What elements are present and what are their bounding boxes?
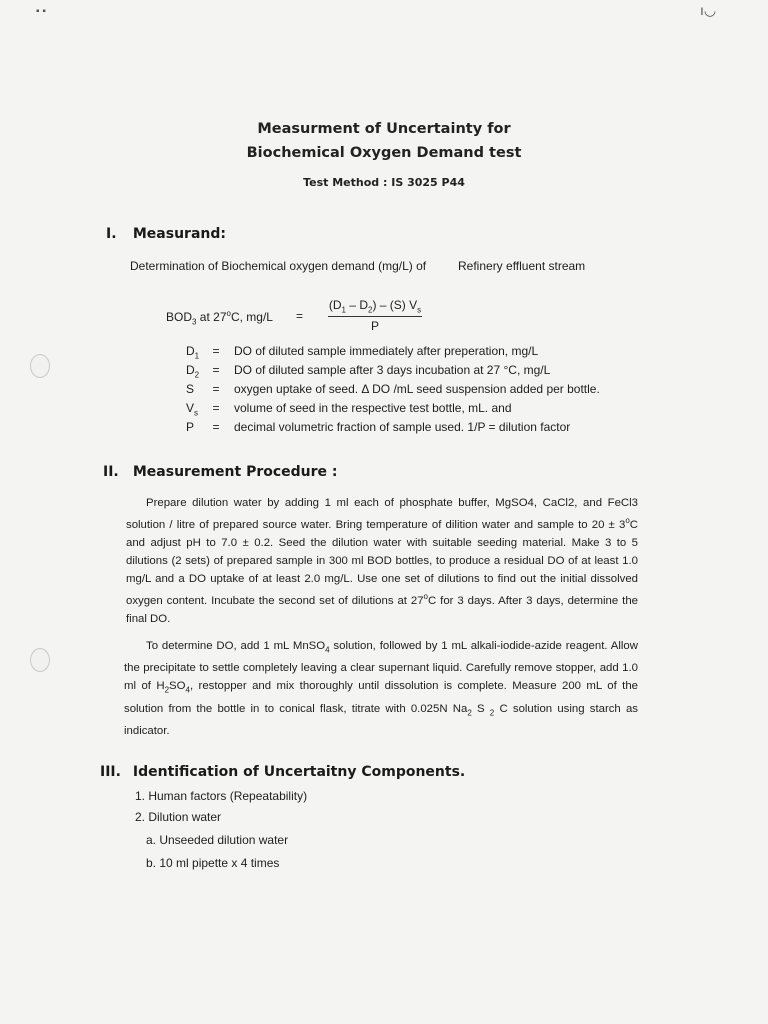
definition-row (186, 344, 626, 363)
formula-lhs (166, 309, 273, 326)
section-1-numeral: I. (106, 226, 117, 242)
punch-hole-top (30, 354, 50, 378)
p2-s4: 2 (467, 707, 472, 717)
component-subitem: b. 10 ml pipette x 4 times (146, 856, 280, 870)
def-sub: s (194, 408, 199, 418)
formula-lhs-b: at 27 (196, 310, 227, 324)
p2-s5: 2 (489, 707, 495, 717)
def-symbol (186, 420, 206, 439)
component-item: 1. Human factors (Repeatability) (135, 789, 308, 803)
test-method-value: IS 3025 P44 (391, 176, 465, 189)
formula-lhs-a: BOD (166, 310, 193, 324)
definition-list (186, 344, 626, 439)
def-text: oxygen uptake of seed. Δ DO /mL seed suspension added per bottle. (234, 382, 600, 396)
formula-numerator (328, 298, 422, 314)
p1-c: C for 3 days. After 3 days, determine the final DO. (126, 594, 638, 625)
component-subitem: a. Unseeded dilution water (146, 833, 289, 847)
fraction-bar (328, 316, 422, 317)
def-symbol (186, 344, 206, 363)
p2-d: , restopper and mix thoroughly until dissolution is complete. Measure 200 mL of the solution from the bottle in to conical flask, titrate with 0.025N Na (124, 680, 638, 715)
measurand-intro: Determination of Biochemical oxygen demand (mg/L) of (130, 259, 427, 273)
p2-s3: 4 (185, 685, 190, 695)
formula-lhs-sub: 3 (192, 317, 197, 327)
num-s1: 1 (341, 305, 346, 315)
test-method-label: Test Method : (303, 176, 388, 189)
definition-row (186, 420, 626, 439)
section-2-numeral: II. (103, 464, 119, 480)
def-symbol (186, 401, 206, 420)
p2-a: To determine DO, add 1 mL MnSO (146, 640, 326, 652)
scan-mark-left: ▪ ▪ (36, 6, 46, 17)
def-sub: 1 (194, 351, 200, 361)
def-symbol (186, 363, 206, 382)
section-2-title: Measurement Procedure : (132, 464, 338, 480)
p2-s1: 4 (325, 645, 330, 655)
def-text: DO of diluted sample immediately after preperation, mg/L (234, 344, 539, 358)
procedure-paragraph-2 (124, 637, 638, 740)
definition-row (186, 382, 626, 401)
def-sym: D (186, 344, 195, 358)
def-sym: V (186, 401, 195, 415)
num-s2: 2 (368, 305, 373, 315)
formula-equals: = (296, 309, 304, 323)
section-1-title: Measurand: (132, 226, 226, 242)
def-symbol (186, 382, 206, 401)
p1-a: Prepare dilution water by adding 1 ml each of phosphate buffer, MgSO4, CaCl2, and FeCl3 solution / litre of prepared source water. Bring temperature of dilition water and sample to 20 ± 3 (126, 497, 638, 531)
p1-b: C and adjust pH to 7.0 ± 0.2. Seed the dilution water with suitable seeding material. Make 3 to 5 dilutions (2 sets) of prepared sample in 300 ml BOD bottles, to produce a residual DO of at least 1.0 mg/L and a DO uptake of at least 2.0 mg/L. Use one set of dilutions to find out the initial dissolved oxygen content. Incubate the second set of dilutions at 27 (126, 518, 638, 607)
p2-e: S (471, 702, 490, 715)
formula-lhs-c: C, mg/L (230, 310, 273, 324)
formula-denominator: P (370, 319, 379, 333)
def-text: DO of diluted sample after 3 days incubation at 27 °C, mg/L (234, 363, 551, 377)
def-sym: P (186, 420, 195, 434)
def-eq: = (212, 401, 220, 415)
corner-mark: ı◡ (700, 2, 717, 18)
p2-f: C solution using starch as indicator. (124, 702, 638, 737)
def-eq: = (212, 363, 220, 377)
test-method (0, 176, 768, 189)
procedure-paragraph-1 (126, 494, 638, 628)
def-eq: = (212, 382, 220, 396)
p2-b: solution, followed by 1 mL alkali-iodide-azide reagent. Allow the precipitate to settle completely leaving a clear supernant liquid. Carefully remove stopper, add 1.0 ml of H (124, 640, 638, 693)
measurand-stream: Refinery effluent stream (458, 259, 586, 273)
section-3-numeral: III. (100, 764, 121, 780)
def-eq: = (212, 344, 220, 358)
section-3-title: Identification of Uncertaitny Components. (132, 764, 466, 780)
num-s3: s (417, 305, 422, 315)
p1-sup: o (625, 516, 630, 525)
component-item: 2. Dilution water (135, 810, 222, 824)
num-a: (D (328, 298, 342, 312)
definition-row (186, 363, 626, 382)
p2-c: SO (169, 680, 186, 693)
page-title-line2: Biochemical Oxygen Demand test (246, 145, 522, 161)
num-b: – D (345, 298, 368, 312)
formula-lhs-sup: o (226, 309, 231, 318)
def-sub: 2 (194, 370, 200, 380)
section-2-heading (103, 464, 338, 480)
punch-hole-bottom (30, 648, 50, 672)
p1-sup2: o (423, 591, 428, 601)
section-1-heading (106, 226, 226, 242)
def-eq: = (212, 420, 220, 434)
def-text: decimal volumetric fraction of sample used. 1/P = dilution factor (234, 420, 571, 434)
definition-row (186, 401, 626, 420)
def-sym: S (186, 382, 195, 396)
page-title-line1: Measurment of Uncertainty for (257, 121, 511, 137)
p2-s2: 2 (164, 685, 170, 695)
num-c: ) – (S) V (372, 298, 418, 312)
def-sym: D (186, 363, 195, 377)
def-text: volume of seed in the respective test bottle, mL. and (234, 401, 512, 415)
section-3-heading (100, 764, 465, 780)
